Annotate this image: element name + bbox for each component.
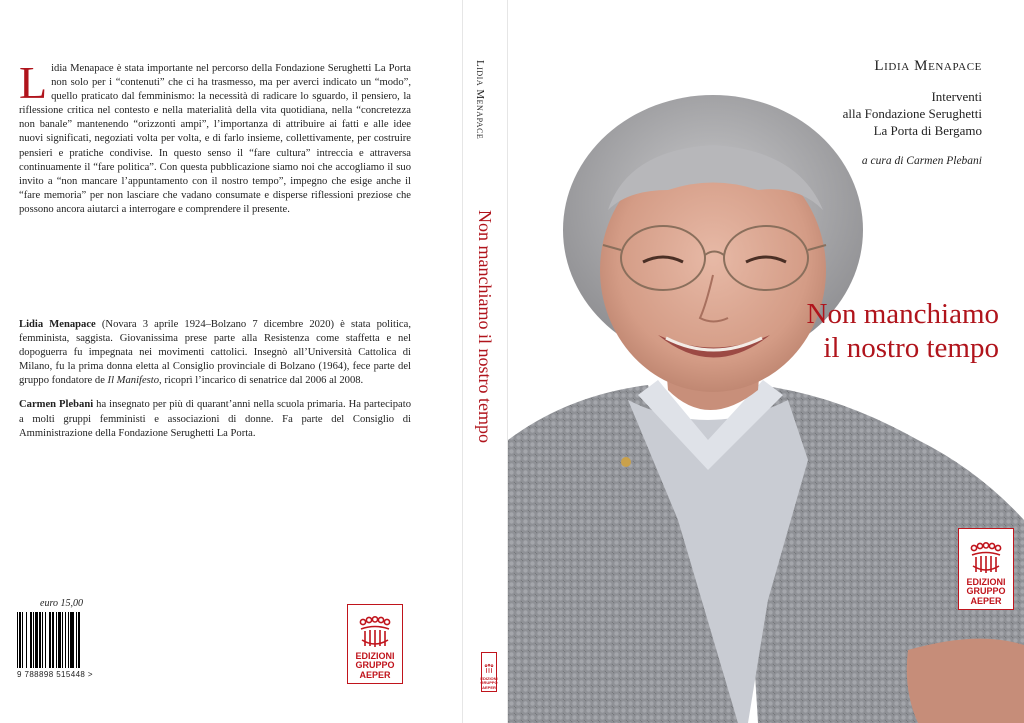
publisher-name-2: GRUPPO	[355, 660, 395, 670]
front-publisher-1: EDIZIONI	[966, 576, 1006, 587]
barcode-bars	[17, 612, 113, 668]
front-subtitle	[843, 88, 982, 139]
publisher-mark-small-icon	[483, 663, 495, 675]
spine-title: Non manchiamo il nostro tempo	[475, 210, 495, 443]
subtitle-line-2: alla Fondazione Serughetti	[842, 106, 982, 121]
bio-carmen-plebani	[19, 398, 411, 440]
publisher-mark-icon	[355, 616, 395, 650]
bio-lidia-menapace	[19, 318, 411, 388]
bio1-name: Lidia Menapace	[19, 319, 96, 330]
front-title	[807, 297, 999, 365]
publisher-name-3: AEPER	[359, 669, 391, 680]
front-publisher-2: GRUPPO	[966, 586, 1006, 596]
spine-publisher-1: EDIZIONI	[480, 675, 498, 681]
title-line-2: il nostro tempo	[823, 332, 999, 364]
publisher-mark-front-icon	[966, 542, 1006, 576]
title-line-1: Non manchiamo	[806, 298, 999, 330]
front-publisher-3: AEPER	[970, 595, 1002, 606]
publisher-logo-front	[958, 528, 1014, 610]
price-label: euro 15,00	[40, 598, 83, 609]
barcode-gap	[80, 612, 81, 668]
subtitle-line-1: Interventi	[931, 89, 982, 104]
back-cover	[0, 0, 462, 723]
front-cover	[508, 0, 1024, 723]
spine-publisher-2: GRUPPO	[480, 680, 498, 685]
publisher-name-1: EDIZIONI	[355, 650, 395, 661]
bio1-text-b: , ricoprì l’incarico di senatrice dal 2006 al 2008.	[159, 375, 364, 387]
isbn-barcode	[17, 612, 113, 682]
spine-author: Lidia Menapace	[474, 60, 486, 140]
subtitle-line-3: La Porta di Bergamo	[873, 123, 982, 138]
bio2-text: ha insegnato per più di quarant’anni nella scuola primaria. Ha partecipato a molti gruppi femministi e associazioni di donne. Fa parte del Consiglio di Amministrazione della Fondazione Serughetti La Porta.	[19, 399, 411, 439]
spine	[462, 0, 508, 723]
front-curator: a cura di Carmen Plebani	[861, 155, 982, 167]
publisher-logo-back	[347, 604, 403, 684]
bio1-italic: Il Manifesto	[107, 375, 160, 387]
intro-text: idia Menapace è stata importante nel percorso della Fondazione Serughetti La Porta non solo per i “contenuti” che ci ha trasmesso, ma per averci indicato un “modo”, quello praticato dal femminismo: la necessità di radicare lo sguardo, il pensiero, la riflessione critica nel contesto e nella materialità della vita quotidiana, nella “concretezza non banale” mantenendo “orizzonti ampi”, l’importanza di attribuire ai fatti e alle idee nuovi significati, negoziati volta per volta, e di farlo insieme, collettivamente, per costruire pensieri e pratiche condivise. In questo senso il “fare cultura” intreccia e attraversa continuamente il “fare politica”. Con questa pubblicazione siamo noi che accogliamo il suo invito a “non mancare l’appuntamento con il nostro tempo”, impegno che esige anche il “fare memoria” per non lasciare che vadano consumate e disperse riflessioni preziose che possono ancora aiutarci a interrogare e comprendere il presente.	[19, 63, 411, 215]
front-author: Lidia Menapace	[874, 58, 982, 74]
bio1-text-a: (Novara 3 aprile 1924–Bolzano 7 dicembre 2020) è stata politica, femminista, saggista. Giovanissima prese parte alla Resistenza come staffetta e nel dopoguerra fu impegnata nei movimenti cattolici. Insegnò all’Università Cattolica di Milano, fu la prima donna eletta al Consiglio provinciale di Bolzano (1964), fece parte del gruppo fondatore de	[19, 319, 411, 387]
bio2-name: Carmen Plebani	[19, 399, 94, 411]
publisher-logo-spine	[481, 652, 497, 692]
author-bios	[19, 318, 411, 451]
drop-cap: L	[19, 57, 48, 108]
back-intro-paragraph	[19, 57, 411, 217]
spine-publisher-3: AEPER	[482, 684, 496, 690]
barcode-digits: 9 788898 515448 >	[17, 670, 93, 679]
